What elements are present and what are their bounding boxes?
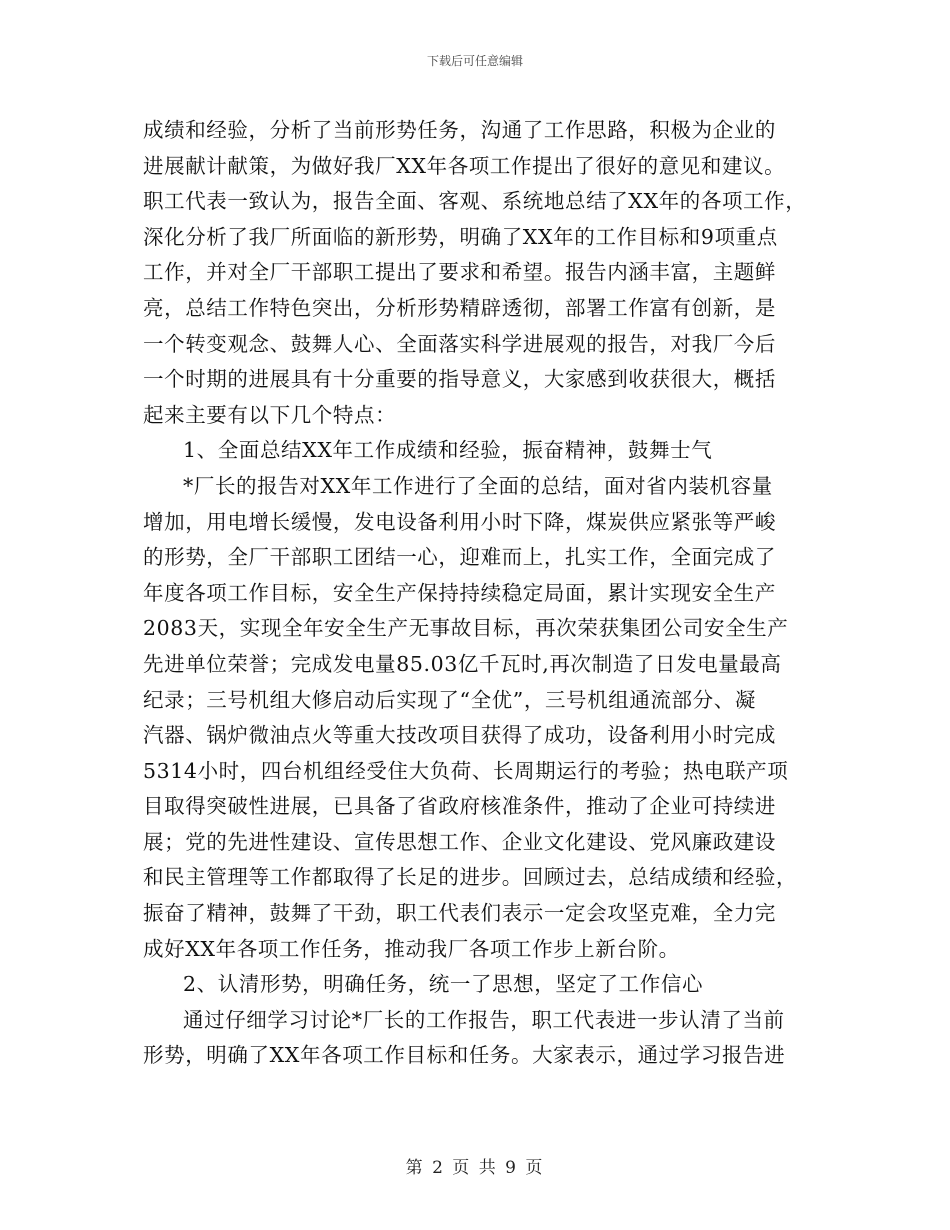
text-line: 起来主要有以下几个特点：	[143, 402, 397, 427]
document-body	[143, 113, 823, 1074]
text-line: 职工代表一致认为，报告全面、客观、系统地总结了XX年的各项工作，	[143, 189, 807, 214]
text-line: 汽器、锅炉微油点火等重大技改项目获得了成功，设备利用小时完成	[143, 723, 776, 748]
text-line: 进展献计献策，为做好我厂XX年各项工作提出了很好的意见和建议。	[143, 153, 786, 178]
header-note: 下载后可任意编辑	[426, 54, 523, 68]
text-line: 纪录；三号机组大修启动后实现了“全优”，三号机组通流部分、凝	[143, 687, 756, 712]
text-line: 5314小时，四台机组经受住大负荷、长周期运行的考验；热电联产项	[143, 758, 789, 783]
text-line: *厂长的报告对XX年工作进行了全面的总结，面对省内装机容量	[183, 473, 773, 498]
text-line: 成好XX年各项工作任务，推动我厂各项工作步上新台阶。	[143, 936, 680, 961]
text-line: 振奋了精神，鼓舞了干劲，职工代表们表示一定会攻坚克难，全力完	[143, 901, 776, 926]
text-line: 年度各项工作目标，安全生产保持持续稳定局面，累计实现安全生产	[143, 580, 776, 605]
text-line: 深化分析了我厂所面临的新形势，明确了XX年的工作目标和9项重点	[143, 224, 778, 249]
text-line: 工作，并对全厂干部职工提出了要求和希望。报告内涵丰富，主题鲜	[143, 260, 776, 285]
text-line: 先进单位荣誉；完成发电量85.03亿千瓦时,再次制造了日发电量最高	[143, 651, 782, 676]
text-line: 的形势，全厂干部职工团结一心，迎难而上，扎实工作，全面完成了	[143, 545, 776, 570]
text-line: 一个转变观念、鼓舞人心、全面落实科学进展观的报告，对我厂今后	[143, 331, 776, 356]
text-line: 通过仔细学习讨论*厂长的工作报告，职工代表进一步认清了当前	[183, 1007, 785, 1032]
text-line: 展；党的先进性建设、宣传思想工作、企业文化建设、党风廉政建设	[143, 829, 776, 854]
section-heading: 2、认清形势，明确任务，统一了思想，坚定了工作信心	[183, 972, 704, 997]
text-line: 形势，明确了XX年各项工作目标和任务。大家表示，通过学习报告进	[143, 1043, 786, 1068]
text-line: 成绩和经验，分析了当前形势任务，沟通了工作思路，积极为企业的	[143, 118, 776, 142]
text-line: 和民主管理等工作都取得了长足的进步。回顾过去，总结成绩和经验，	[143, 865, 798, 890]
text-line: 增加，用电增长缓慢，发电设备利用小时下降，煤炭供应紧张等严峻	[143, 509, 776, 534]
text-line: 一个时期的进展具有十分重要的指导意义，大家感到收获很大，概括	[143, 367, 776, 392]
text-line: 亮，总结工作特色突出，分析形势精辟透彻，部署工作富有创新，是	[143, 295, 776, 320]
text-line: 2083天，实现全年安全生产无事故目标，再次荣获集团公司安全生产	[143, 616, 789, 641]
page-number: 第 2 页 共 9 页	[405, 1158, 545, 1178]
text-line: 目取得突破性进展，已具备了省政府核准条件，推动了企业可持续进	[143, 794, 776, 819]
section-heading: 1、全面总结XX年工作成绩和经验，振奋精神，鼓舞士气	[183, 438, 713, 463]
